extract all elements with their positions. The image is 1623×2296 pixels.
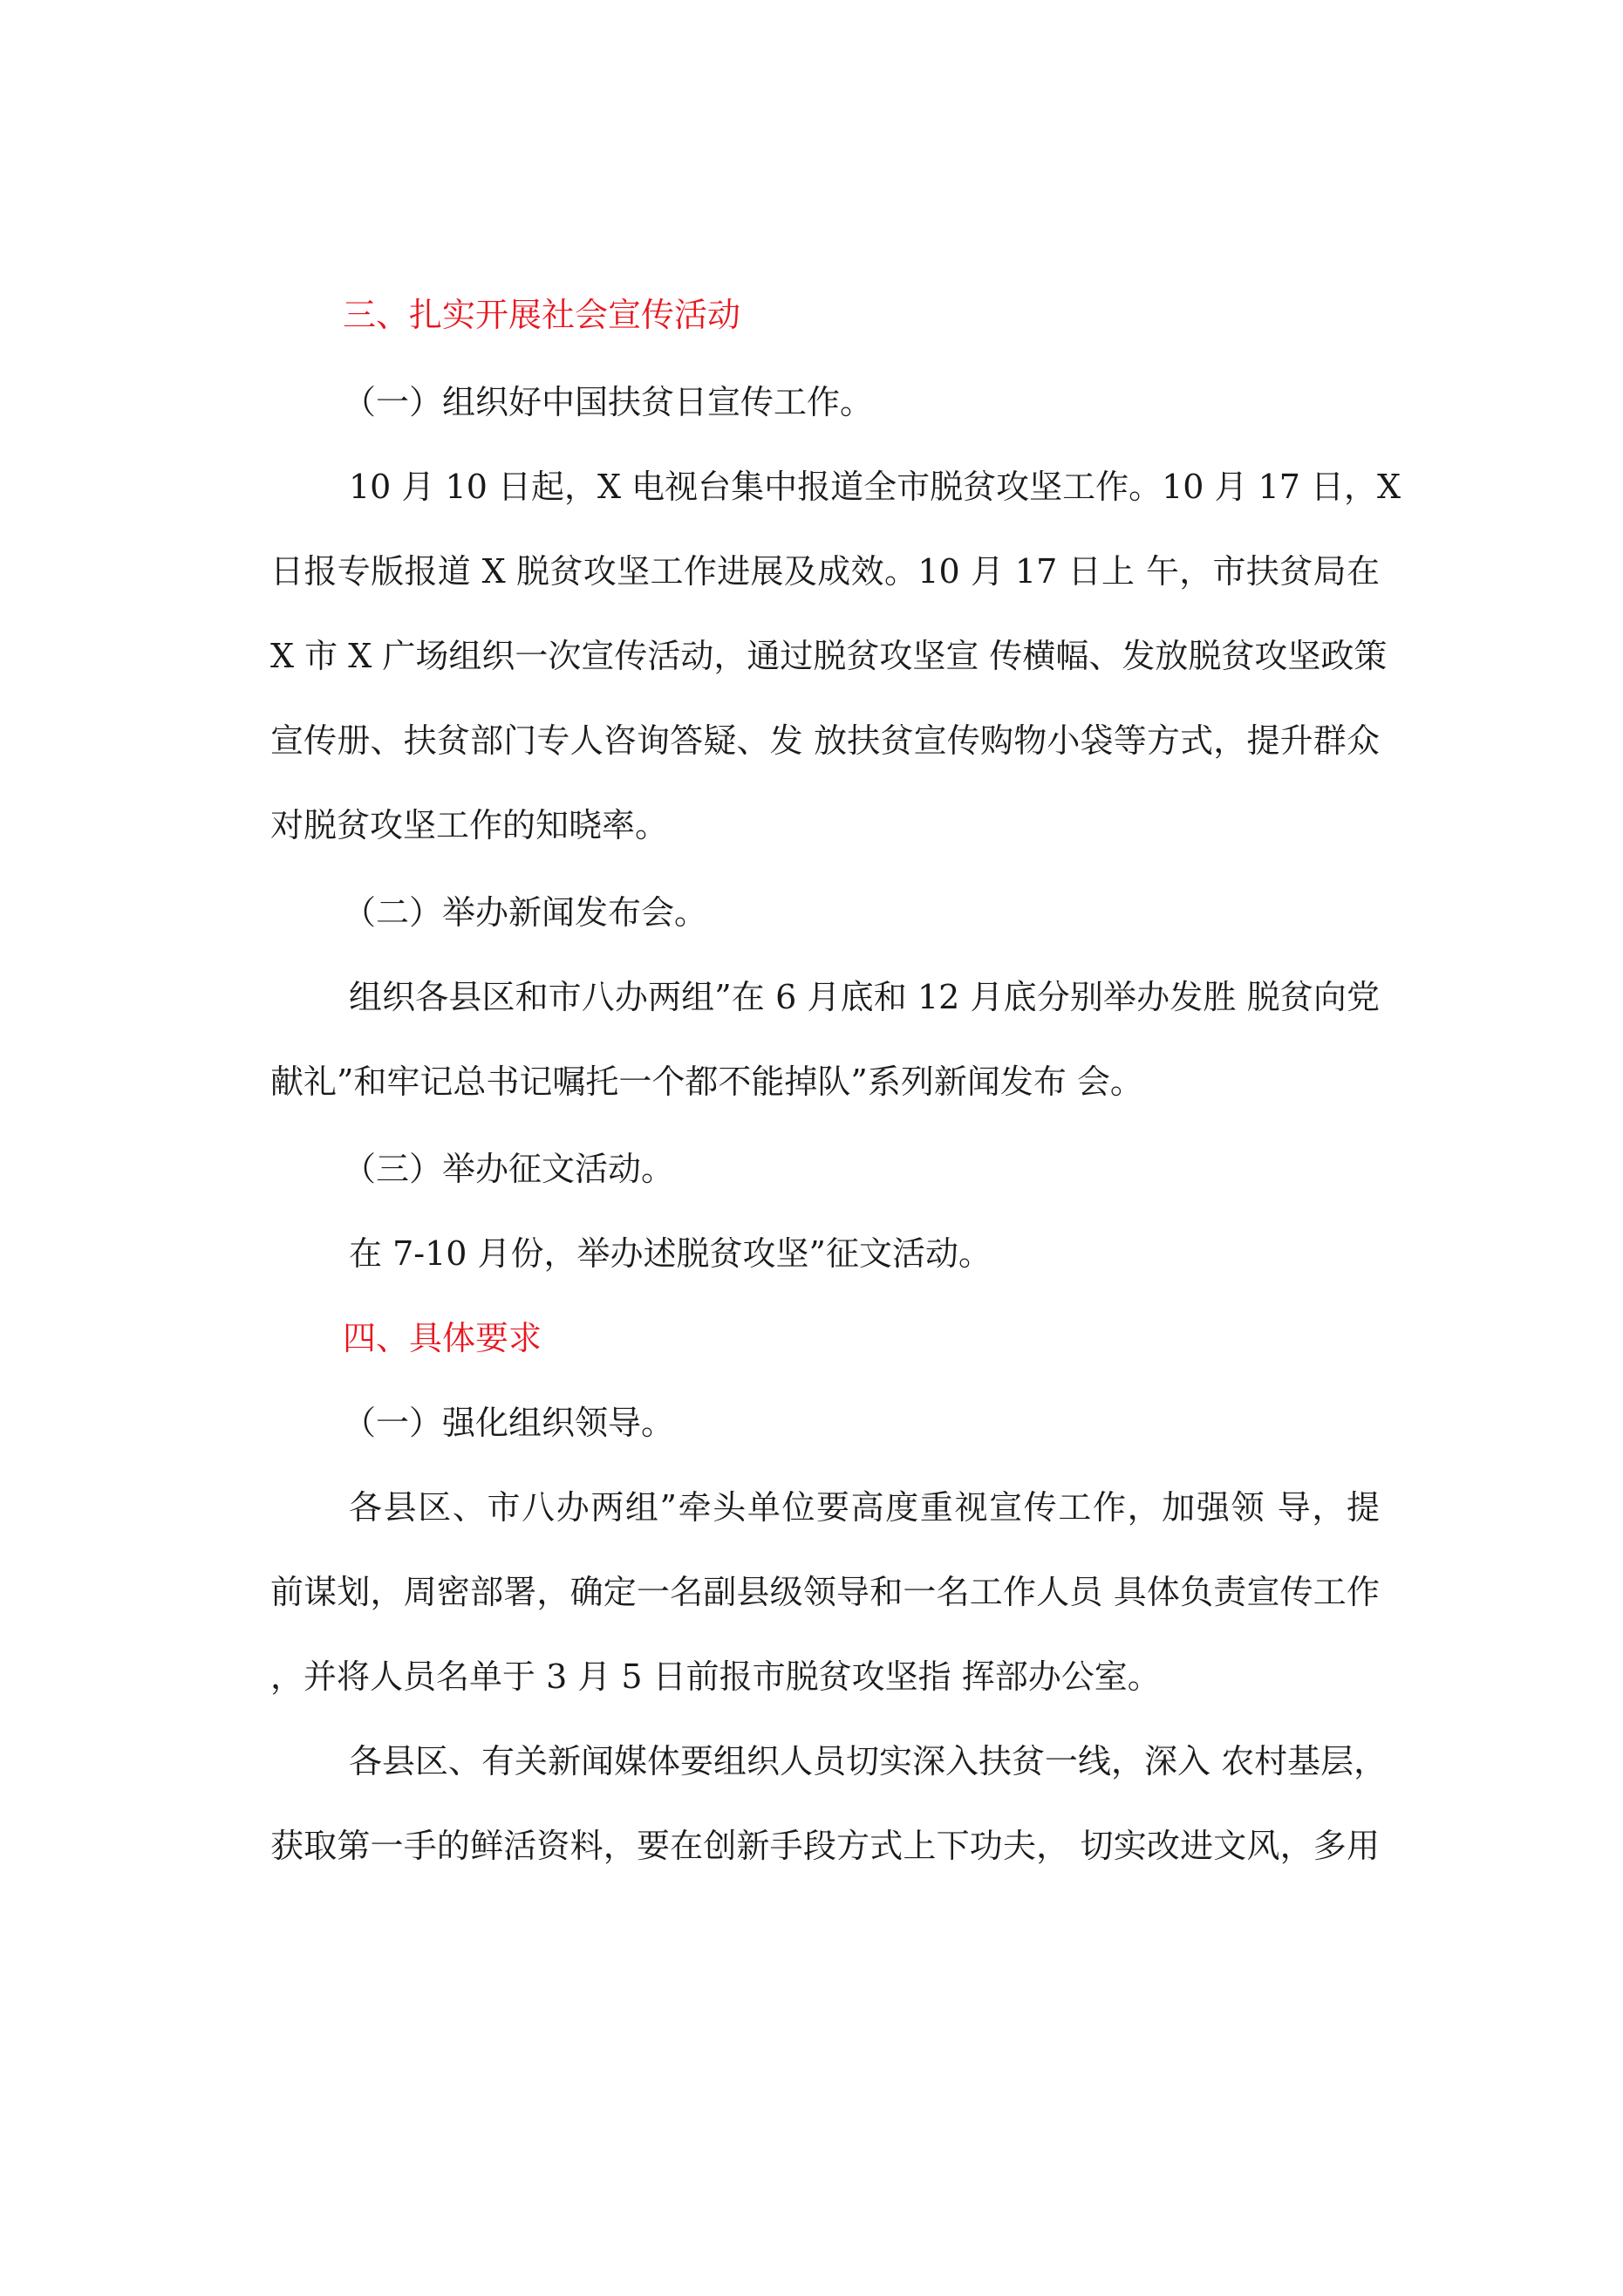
paragraph-line: 在 7-10 月份，举办述脱贫攻坚”征文活动。: [349, 1234, 992, 1273]
paragraph-line: 前谋划，周密部署，确定一名副县级领导和一名工作人员 具体负责宣传工作: [270, 1573, 1380, 1611]
subsection-title-3: （三）举办征文活动。: [343, 1150, 675, 1188]
subsection-title-1: （一）组织好中国扶贫日宣传工作。: [343, 383, 874, 421]
section-heading-4: 四、具体要求: [343, 1319, 542, 1357]
paragraph-line: 献礼”和牢记总书记嘱托一个都不能掉队”系列新闻发布 会。: [270, 1063, 1143, 1101]
section-heading-3: 三、扎实开展社会宣传活动: [343, 296, 741, 334]
paragraph-line: ，并将人员名单于 3 月 5 日前报市脱贫攻坚指 挥部办公室。: [270, 1657, 1161, 1696]
paragraph-line: X 市 X 广场组织一次宣传活动，通过脱贫攻坚宣 传横幅、发放脱贫攻坚政策: [270, 637, 1388, 675]
subsection-title-2: （二）举办新闻发布会。: [343, 893, 708, 932]
paragraph-line: 宣传册、扶贫部门专人咨询答疑、发 放扶贫宣传购物小袋等方式，提升群众: [270, 721, 1380, 760]
paragraph-line: 日报专版报道 X 脱贫攻坚工作进展及成效。10 月 17 日上 午，市扶贫局在: [270, 552, 1380, 591]
subsection-title-4-1: （一）强化组织领导。: [343, 1404, 675, 1442]
paragraph-line: 各县区、有关新闻媒体要组织人员切实深入扶贫一线，深入 农村基层，: [349, 1742, 1388, 1780]
paragraph-line: 各县区、市八办两组”牵头单位要高度重视宣传工作，加强领 导，提: [349, 1488, 1380, 1527]
paragraph-line: 组织各县区和市八办两组”在 6 月底和 12 月底分别举办发胜 脱贫向党: [349, 978, 1380, 1016]
paragraph-line: 获取第一手的鲜活资料，要在创新手段方式上下功夫， 切实改进文风，多用: [270, 1827, 1380, 1865]
paragraph-line: 对脱贫攻坚工作的知晓率。: [270, 806, 669, 844]
paragraph-line: 10 月 10 日起，X 电视台集中报道全市脱贫攻坚工作。10 月 17 日，X: [349, 468, 1401, 506]
